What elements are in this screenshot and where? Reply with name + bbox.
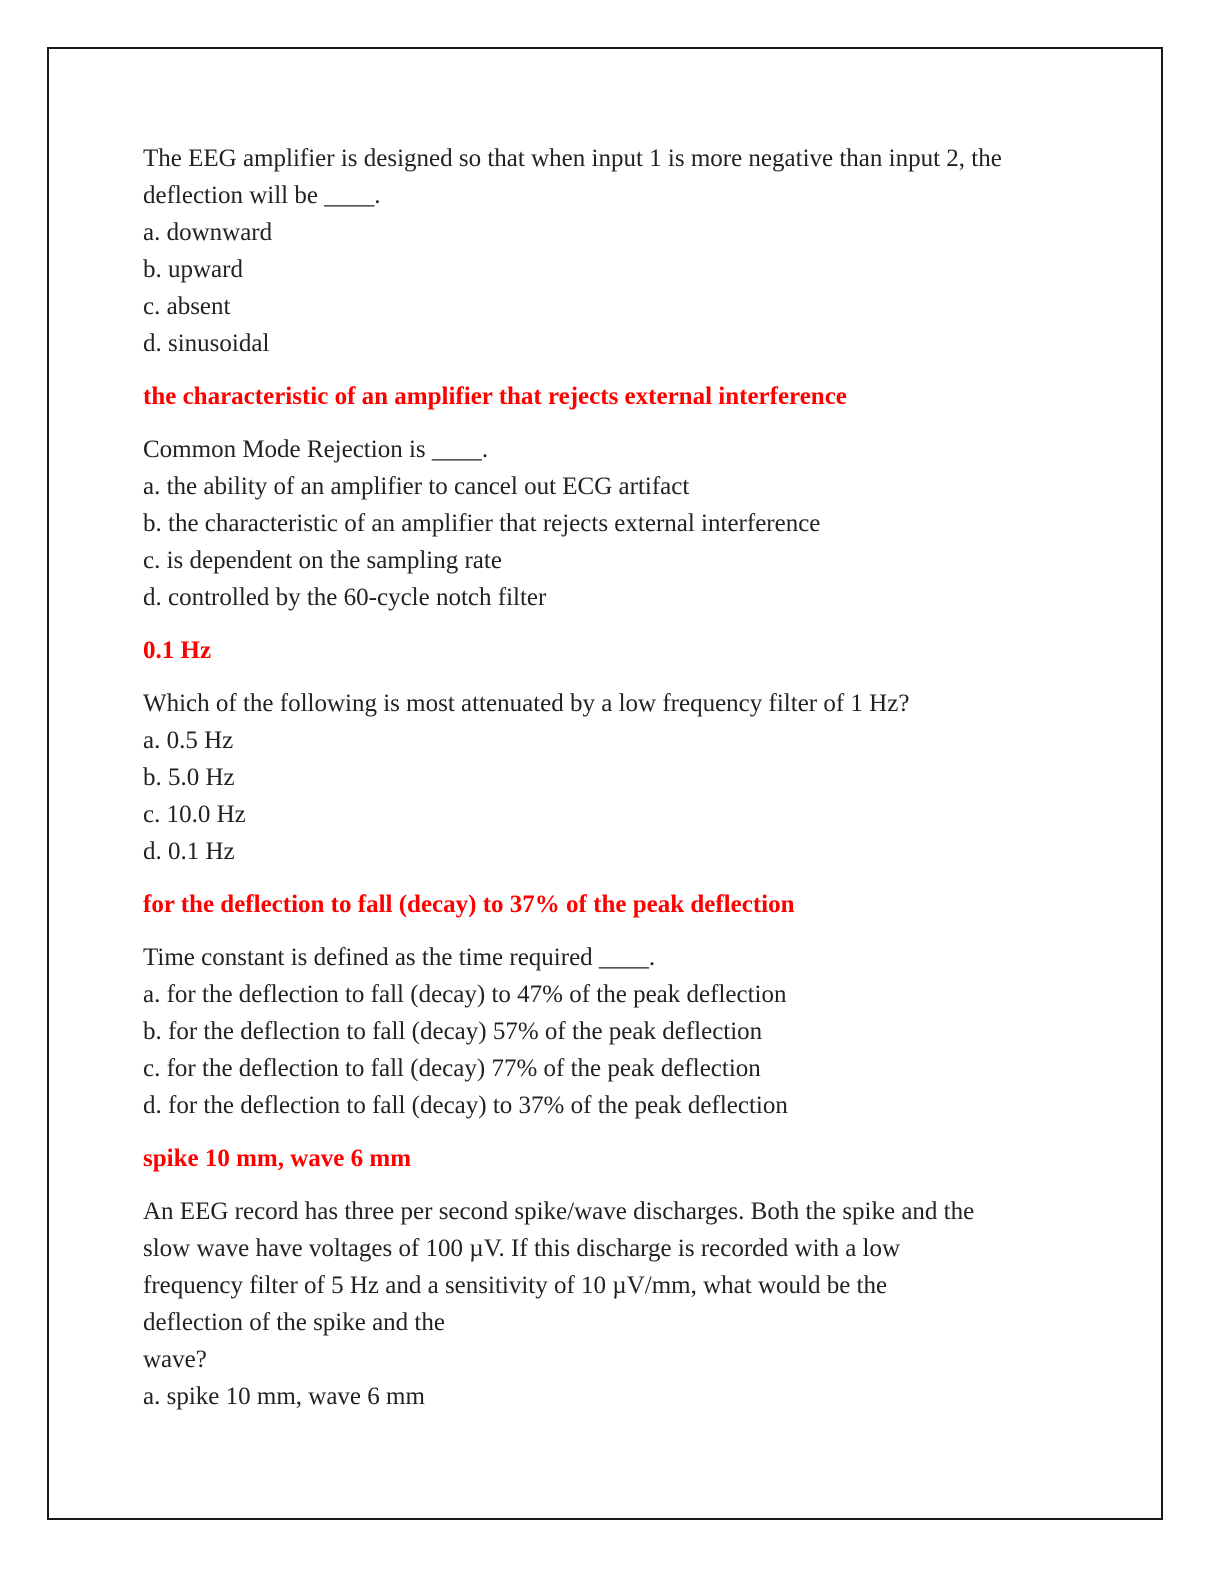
option-a: a. for the deflection to fall (decay) to 47% of the peak deflection bbox=[143, 981, 787, 1008]
option-a: a. downward bbox=[143, 219, 273, 246]
document-body bbox=[143, 140, 1103, 1415]
option-c: c. 10.0 Hz bbox=[143, 801, 246, 828]
option-b: b. for the deflection to fall (decay) 57% of the peak deflection bbox=[143, 1018, 763, 1045]
answer-highlight: spike 10 mm, wave 6 mm bbox=[143, 1145, 412, 1172]
option-b: b. 5.0 Hz bbox=[143, 764, 235, 791]
question-block bbox=[143, 886, 1103, 1124]
question-block bbox=[143, 632, 1103, 870]
question-text-line: deflection of the spike and the bbox=[143, 1309, 445, 1336]
option-a: a. spike 10 mm, wave 6 mm bbox=[143, 1383, 425, 1410]
option-b: b. the characteristic of an amplifier that rejects external interference bbox=[143, 510, 821, 537]
answer-highlight: the characteristic of an amplifier that rejects external interference bbox=[143, 383, 847, 410]
question-text: Time constant is defined as the time required ____. bbox=[143, 944, 656, 971]
question-text-line: wave? bbox=[143, 1346, 207, 1373]
option-c: c. for the deflection to fall (decay) 77% of the peak deflection bbox=[143, 1055, 761, 1082]
question-text-line: slow wave have voltages of 100 µV. If this discharge is recorded with a low bbox=[143, 1235, 901, 1262]
option-c: c. absent bbox=[143, 293, 231, 320]
option-d: d. sinusoidal bbox=[143, 330, 270, 357]
option-a: a. 0.5 Hz bbox=[143, 727, 234, 754]
question-block bbox=[143, 140, 1103, 362]
question-block bbox=[143, 1140, 1103, 1415]
option-c: c. is dependent on the sampling rate bbox=[143, 547, 502, 574]
option-d: d. for the deflection to fall (decay) to 37% of the peak deflection bbox=[143, 1092, 788, 1119]
option-b: b. upward bbox=[143, 256, 243, 283]
question-block bbox=[143, 378, 1103, 616]
question-text: The EEG amplifier is designed so that when input 1 is more negative than input 2, the deflection will be ____. bbox=[143, 145, 1002, 209]
answer-highlight: for the deflection to fall (decay) to 37% of the peak deflection bbox=[143, 891, 795, 918]
option-a: a. the ability of an amplifier to cancel out ECG artifact bbox=[143, 473, 690, 500]
option-d: d. controlled by the 60-cycle notch filter bbox=[143, 584, 547, 611]
question-text: Which of the following is most attenuated by a low frequency filter of 1 Hz? bbox=[143, 690, 910, 717]
question-text-line: An EEG record has three per second spike/wave discharges. Both the spike and the bbox=[143, 1198, 975, 1225]
answer-highlight: 0.1 Hz bbox=[143, 637, 212, 664]
option-d: d. 0.1 Hz bbox=[143, 838, 235, 865]
question-text-line: frequency filter of 5 Hz and a sensitivity of 10 µV/mm, what would be the bbox=[143, 1272, 888, 1299]
question-text: Common Mode Rejection is ____. bbox=[143, 436, 489, 463]
